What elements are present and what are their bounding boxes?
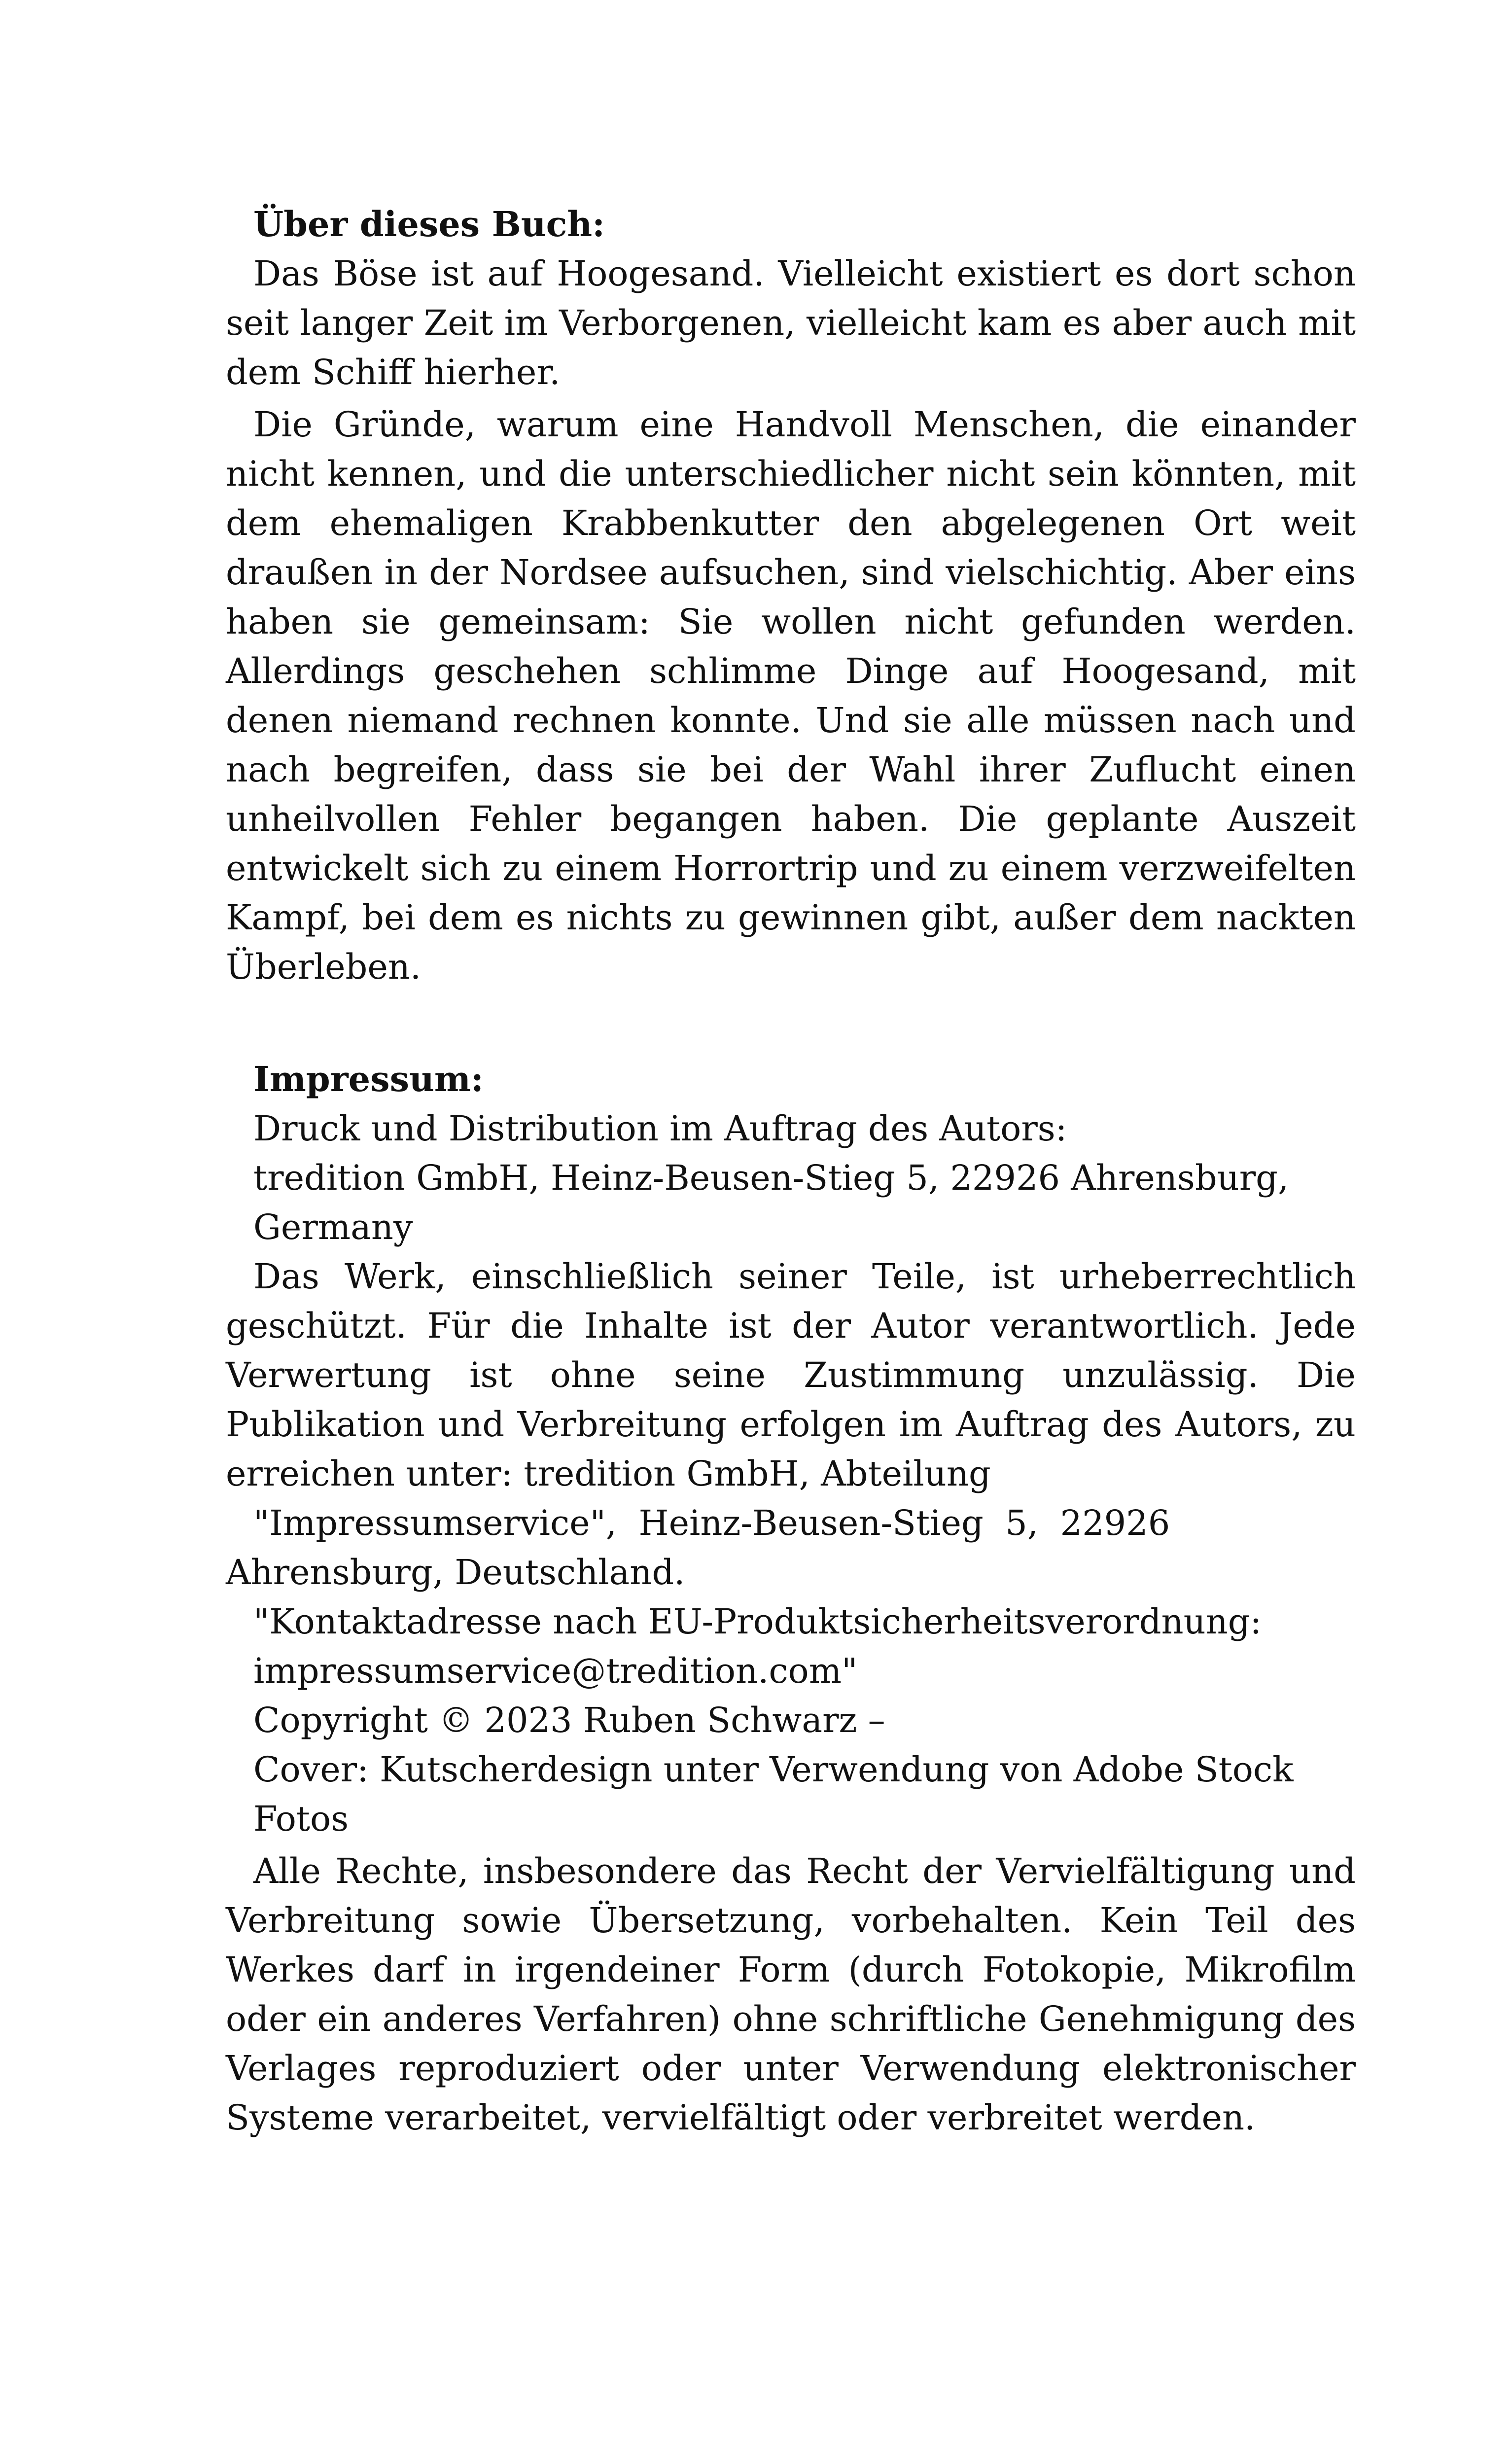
about-heading: Über dieses Buch: xyxy=(253,204,605,245)
service-line-1: "Impressumservice", Heinz-Beusen-Stieg 5, 22926 xyxy=(253,1503,1170,1543)
contact-line-1: "Kontaktadresse nach EU-Produktsicherheitsverordnung: xyxy=(253,1601,1262,1642)
about-paragraph-1: Das Böse ist auf Hoogesand. Vielleicht existiert es dort schon seit langer Zeit im Verborgenen, vielleicht kam es aber auch mit dem Schiff hierher. xyxy=(226,253,1356,392)
distribution-line-3: Germany xyxy=(253,1207,413,1247)
cover-line-1: Cover: Kutscherdesign unter Verwendung von Adobe Stock xyxy=(253,1749,1294,1790)
about-section xyxy=(226,200,1356,992)
rights-paragraph: Das Werk, einschließlich seiner Teile, ist urheberrechtlich geschützt. Für die Inhalte ist der Autor verantwortlich. Jede Verwertung ist ohne seine Zustimmung unzulässig. Die Publikation und Verbreitung erfolgen im Auftrag des Autors, zu erreichen unter: tredition GmbH, Abteilung xyxy=(226,1256,1356,1494)
impressum-section xyxy=(226,1055,1356,2142)
impressum-heading: Impressum: xyxy=(253,1059,484,1099)
distribution-line-1: Druck und Distribution im Auftrag des Autors: xyxy=(253,1108,1067,1149)
page-content xyxy=(226,200,1356,2142)
copyright-line: Copyright © 2023 Ruben Schwarz – xyxy=(253,1700,885,1740)
distribution-line-2: tredition GmbH, Heinz-Beusen-Stieg 5, 22926 Ahrensburg, xyxy=(253,1158,1289,1198)
contact-line-2: impressumservice@tredition.com" xyxy=(253,1651,858,1691)
about-paragraph-2: Die Gründe, warum eine Handvoll Menschen, die einander nicht kennen, und die unterschiedlicher nicht sein könnten, mit dem ehemaligen Krabbenkutter den abgelegenen Ort weit draußen in der Nordsee aufsuchen, sind vielschichtig. Aber eins haben sie gemeinsam: Sie wollen nicht gefunden werden. Allerdings geschehen schlimme Dinge auf Hoogesand, mit denen niemand rechnen konnte. Und sie alle müssen nach und nach begreifen, dass sie bei der Wahl ihrer Zuflucht einen unheilvollen Fehler begangen haben. Die geplante Auszeit entwickelt sich zu einem Horrortrip und zu einem verzweifelten Kampf, bei dem es nichts zu gewinnen gibt, außer dem nackten Überleben. xyxy=(226,404,1356,987)
cover-line-2: Fotos xyxy=(253,1799,349,1839)
service-line-2: Ahrensburg, Deutschland. xyxy=(226,1552,685,1593)
reserved-rights-paragraph: Alle Rechte, insbesondere das Recht der Vervielfältigung und Verbreitung sowie Übersetzung, vorbehalten. Kein Teil des Werkes darf in irgendeiner Form (durch Fotokopie, Mikrofilm oder ein anderes Verfahren) ohne schriftliche Genehmigung des Verlages reproduziert oder unter Verwendung elektronischer Systeme verarbeitet, vervielfältigt oder verbreitet werden. xyxy=(226,1851,1356,2138)
